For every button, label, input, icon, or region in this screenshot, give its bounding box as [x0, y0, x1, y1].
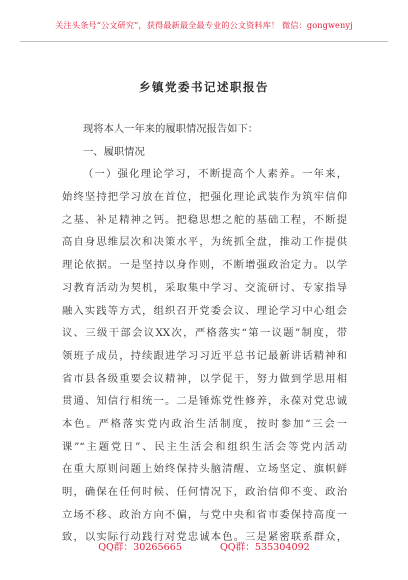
paragraph-line: 融入实践等方式，组织召开党委会议、理论学习中心组会 — [62, 304, 347, 317]
paragraph-line: 省市县各级重要会议精神，以学促干，努力做到学思用相 — [62, 372, 347, 385]
paragraph-line: 始终坚持把学习放在首位，把强化理论武装作为筑牢信仰 — [62, 191, 347, 204]
paragraph-line: 明，确保在任何时候、任何情况下，政治信仰不变、政治 — [62, 486, 347, 498]
paragraph-line: 贯通、知信行相统一。二是锤炼党性修养，永葆对党忠诚 — [62, 395, 347, 408]
paragraph-line: 在重大原则问题上始终保持头脑清醒、立场坚定、旗帜鲜 — [62, 463, 347, 476]
document-body — [62, 118, 347, 549]
header-divider — [20, 41, 388, 42]
promo-banner: 关注头条号“公文研究”，获得最新最全最专业的公文资料库！ 微信：gongwenyj — [55, 20, 353, 30]
paragraph-line: 之基、补足精神之钙。把稳思想之舵的基础工程，不断提 — [62, 213, 347, 226]
paragraph-line: 理论依据。一是坚持以身作则，不断增强政治定力。以学 — [62, 259, 347, 272]
paragraph-line: 课”“主题党日”、民主生活会和组织生活会等党内活动 — [62, 440, 347, 453]
qq-group-left: QQ群：30265665 — [98, 542, 182, 553]
paragraph-line: 高自身思维层次和决策水平，为统抓全盘，推动工作提供 — [62, 236, 347, 249]
paragraph-line: 领班子成员，持续跟进学习习近平总书记最新讲话精神和 — [62, 349, 347, 362]
paragraph-line: 习教育活动为契机，采取集中学习、交流研讨、专家指导 — [62, 281, 347, 294]
paragraph-line: 现将本人一年来的履职情况报告如下： — [83, 123, 259, 135]
paragraph-line: （一）强化理论学习，不断提高个人素养。一年来， — [83, 168, 347, 181]
footer-contact — [0, 539, 408, 553]
paragraph-line: 本色。严格落实党内政治生活制度，按时参加“三会一 — [62, 417, 347, 430]
qq-group-right: QQ群：535304092 — [219, 542, 310, 553]
paragraph-line: 议、三级干部会议XX次，严格落实“第一议题”制度，带 — [62, 327, 347, 340]
section-heading: 一、履职情况 — [83, 145, 145, 158]
document-title: 乡镇党委书记述职报告 — [139, 80, 269, 94]
paragraph-line: 致，以实际行动践行对党忠诚本色。三是紧密联系群众， — [62, 531, 347, 544]
paragraph-line: 立场不移、政治方向不偏，与党中央和省市委保持高度一 — [62, 508, 347, 521]
